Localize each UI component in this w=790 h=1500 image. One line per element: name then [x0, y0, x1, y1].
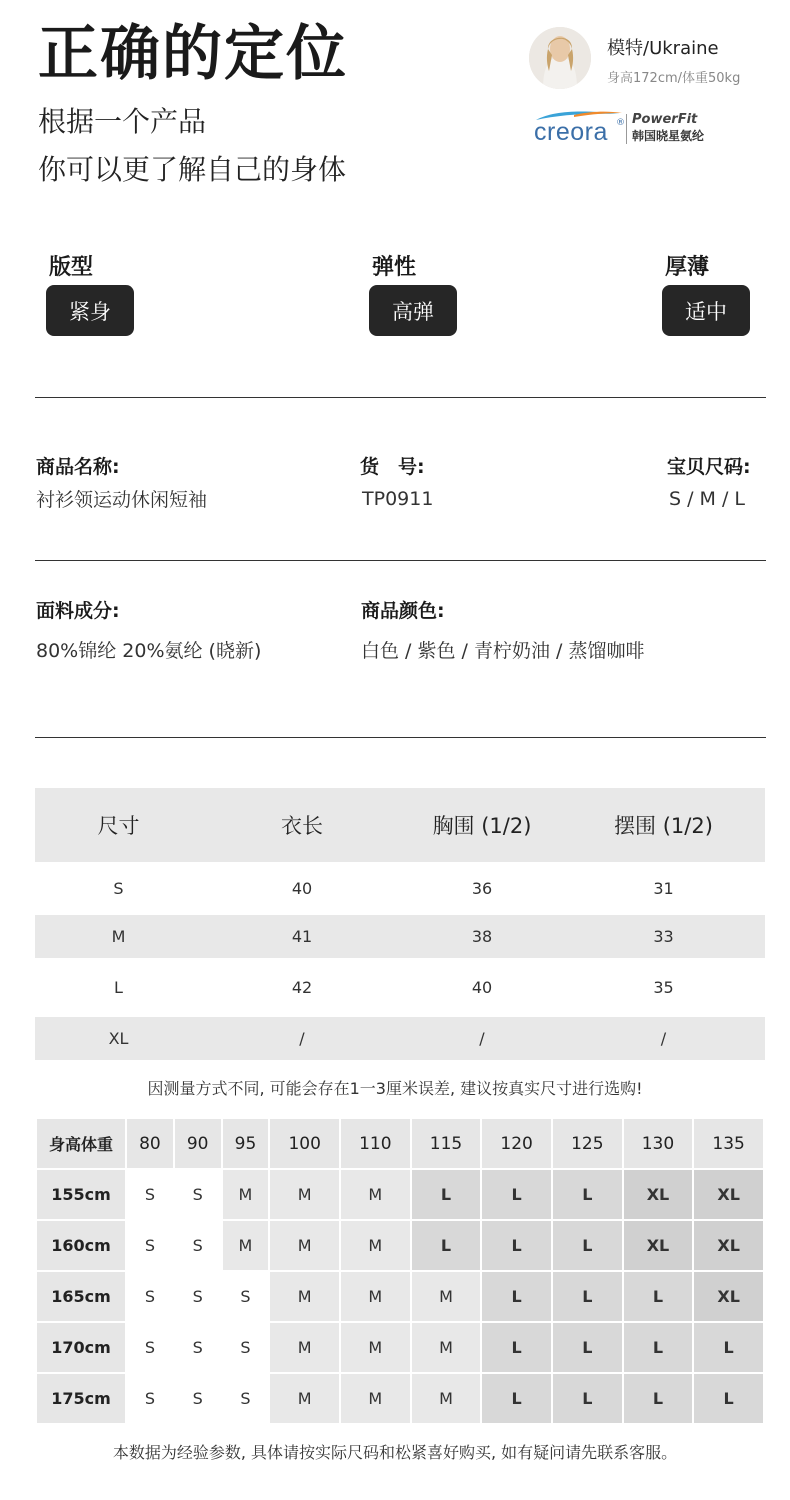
- sku-label: 货 号:: [360, 456, 425, 478]
- fit-size-cell: M: [341, 1323, 410, 1372]
- fit-size-cell: M: [270, 1221, 339, 1270]
- weight-header: 95: [223, 1119, 269, 1168]
- footer-note: 本数据为经验参数, 具体请按实际尺码和松紧喜好购买, 如有疑问请先联系客服。: [112, 1443, 678, 1462]
- fit-size-cell: S: [175, 1374, 221, 1423]
- fit-size-cell: M: [223, 1170, 269, 1219]
- fit-size-cell: XL: [624, 1170, 693, 1219]
- weight-header: 90: [175, 1119, 221, 1168]
- size-header-chest: 胸围 (1/2): [432, 814, 532, 838]
- size-cell: 31: [653, 879, 674, 898]
- size-cell: 36: [471, 879, 493, 898]
- fit-size-cell: XL: [624, 1221, 693, 1270]
- fit-grid-row: [37, 1170, 763, 1219]
- size-table-header: [35, 788, 765, 862]
- divider-1: [35, 397, 766, 398]
- fit-size-cell: L: [624, 1272, 693, 1321]
- fit-size-cell: L: [553, 1272, 622, 1321]
- fit-size-cell: S: [223, 1374, 269, 1423]
- fit-size-cell: M: [270, 1323, 339, 1372]
- creora-wordmark: creora: [534, 118, 608, 146]
- fit-size-cell: M: [412, 1374, 481, 1423]
- size-header-length: 衣长: [281, 814, 323, 838]
- measurement-note: 因测量方式不同, 可能会存在1一3厘米误差, 建议按真实尺寸进行选购!: [147, 1079, 643, 1098]
- height-row-header: 170cm: [37, 1323, 125, 1372]
- colors-label: 商品颜色:: [361, 600, 445, 622]
- fit-size-cell: L: [624, 1323, 693, 1372]
- creora-logo: [534, 112, 734, 146]
- fit-size-cell: L: [553, 1221, 622, 1270]
- fit-size-cell: L: [694, 1374, 763, 1423]
- model-stats: 身高172cm/体重50kg: [607, 71, 741, 86]
- fit-size-cell: M: [341, 1170, 410, 1219]
- height-row-header: 175cm: [37, 1374, 125, 1423]
- size-cell: M: [111, 927, 126, 946]
- size-table: [35, 788, 765, 1060]
- size-cell: 35: [653, 978, 674, 997]
- sku-value: TP0911: [362, 488, 434, 510]
- fit-size-cell: S: [127, 1323, 173, 1372]
- fit-size-cell: L: [482, 1221, 551, 1270]
- powerfit-tagline: PowerFit: [632, 112, 698, 127]
- size-cell: 40: [471, 978, 493, 997]
- subtitle-line-1: 根据一个产品: [38, 105, 207, 138]
- fit-size-cell: S: [223, 1272, 269, 1321]
- divider-2: [35, 560, 766, 561]
- fit-size-cell: S: [175, 1272, 221, 1321]
- attr-badge-fit: 紧身: [46, 285, 134, 336]
- weight-header: 125: [553, 1119, 622, 1168]
- weight-header: 120: [482, 1119, 551, 1168]
- weight-header: 80: [127, 1119, 173, 1168]
- divider-3: [35, 737, 766, 738]
- model-avatar: [529, 27, 591, 89]
- fit-size-cell: L: [553, 1374, 622, 1423]
- fit-grid-row: [37, 1323, 763, 1372]
- fit-size-cell: L: [482, 1272, 551, 1321]
- fit-size-cell: L: [482, 1170, 551, 1219]
- weight-header: 100: [270, 1119, 339, 1168]
- sizes-value: S / M / L: [669, 488, 745, 510]
- fit-size-cell: S: [127, 1374, 173, 1423]
- weight-header: 130: [624, 1119, 693, 1168]
- size-cell: 42: [291, 978, 313, 997]
- weight-header: 110: [341, 1119, 410, 1168]
- size-cell: L: [114, 978, 123, 997]
- fit-size-cell: S: [175, 1170, 221, 1219]
- fit-size-cell: S: [127, 1272, 173, 1321]
- fit-size-cell: M: [341, 1221, 410, 1270]
- fit-size-cell: M: [412, 1323, 481, 1372]
- attr-label-thickness: 厚薄: [665, 255, 710, 280]
- fit-size-cell: XL: [694, 1170, 763, 1219]
- fit-size-cell: S: [175, 1323, 221, 1372]
- fit-grid-row: [37, 1272, 763, 1321]
- size-cell: 40: [291, 879, 313, 898]
- fit-size-cell: S: [127, 1221, 173, 1270]
- fabric-label: 面料成分:: [36, 600, 120, 622]
- size-cell: /: [660, 1029, 667, 1048]
- size-table-row: [35, 862, 765, 915]
- fabric-value: 80%锦纶 20%氨纶 (晓新): [36, 640, 262, 662]
- size-cell: 41: [291, 927, 313, 946]
- size-header-size: 尺寸: [97, 814, 140, 838]
- size-cell: /: [479, 1029, 485, 1048]
- fit-grid-body: [37, 1170, 763, 1423]
- logo-divider: [626, 114, 627, 144]
- fit-size-cell: L: [482, 1374, 551, 1423]
- fit-size-cell: L: [482, 1323, 551, 1372]
- size-cell: /: [299, 1029, 305, 1048]
- size-table-row: [35, 1017, 765, 1060]
- registered-mark: ®: [616, 118, 625, 128]
- fit-size-cell: L: [412, 1221, 481, 1270]
- brand-cn-name: 韩国晓星氨纶: [632, 129, 705, 143]
- fit-size-cell: M: [223, 1221, 269, 1270]
- fit-size-cell: XL: [694, 1221, 763, 1270]
- size-cell: 33: [653, 927, 674, 946]
- weight-header: 115: [412, 1119, 481, 1168]
- fit-size-cell: S: [127, 1170, 173, 1219]
- attr-label-fit: 版型: [49, 255, 94, 280]
- fit-size-cell: XL: [694, 1272, 763, 1321]
- size-cell: S: [113, 879, 124, 898]
- attr-badge-elasticity: 高弹: [369, 285, 457, 336]
- fit-grid-row: [37, 1374, 763, 1423]
- fit-size-cell: M: [270, 1272, 339, 1321]
- fit-size-cell: L: [553, 1170, 622, 1219]
- attr-label-elasticity: 弹性: [372, 255, 417, 280]
- fit-size-cell: M: [341, 1272, 410, 1321]
- fit-size-cell: L: [694, 1323, 763, 1372]
- sizes-label: 宝贝尺码:: [667, 456, 751, 478]
- fit-grid-corner: 身高体重: [37, 1119, 125, 1168]
- fit-size-cell: M: [270, 1170, 339, 1219]
- fit-size-cell: L: [412, 1170, 481, 1219]
- fit-recommendation-grid: [35, 1117, 765, 1425]
- size-header-hem: 摆围 (1/2): [614, 814, 713, 838]
- fit-size-cell: M: [412, 1272, 481, 1321]
- size-cell: 38: [471, 927, 493, 946]
- fit-size-cell: S: [175, 1221, 221, 1270]
- size-cell: XL: [108, 1029, 129, 1048]
- fit-size-cell: L: [553, 1323, 622, 1372]
- attr-badge-thickness: 适中: [662, 285, 750, 336]
- fit-size-cell: M: [270, 1374, 339, 1423]
- product-name-value: 衬衫领运动休闲短袖: [36, 489, 208, 511]
- product-name-label: 商品名称:: [36, 456, 120, 478]
- model-name: 模特/Ukraine: [607, 38, 719, 59]
- height-row-header: 165cm: [37, 1272, 125, 1321]
- fit-grid-row: [37, 1221, 763, 1270]
- fit-size-cell: M: [341, 1374, 410, 1423]
- fit-grid-header-row: [37, 1119, 763, 1168]
- height-row-header: 155cm: [37, 1170, 125, 1219]
- height-row-header: 160cm: [37, 1221, 125, 1270]
- size-table-row: [35, 958, 765, 1017]
- colors-value: 白色 / 紫色 / 青柠奶油 / 蒸馏咖啡: [361, 640, 645, 662]
- fit-size-cell: S: [223, 1323, 269, 1372]
- weight-header: 135: [694, 1119, 763, 1168]
- subtitle-line-2: 你可以更了解自己的身体: [38, 153, 347, 186]
- page-title: 正确的定位: [38, 19, 348, 89]
- fit-size-cell: L: [624, 1374, 693, 1423]
- size-table-row: [35, 915, 765, 958]
